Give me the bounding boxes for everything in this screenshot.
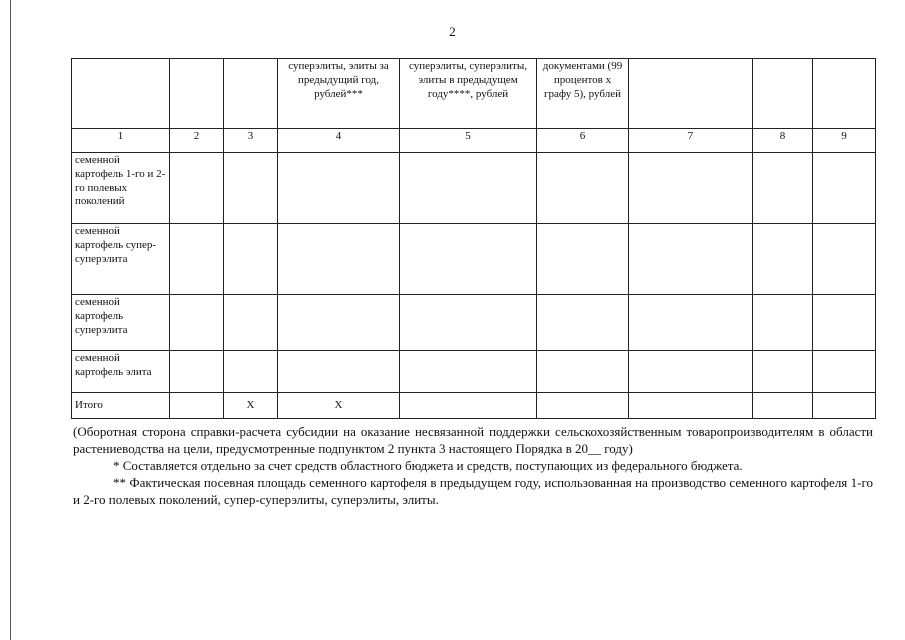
table-cell [537,351,629,393]
table-cell [753,153,813,224]
table-row [72,295,876,351]
column-number: 2 [170,129,224,153]
header-cell [629,59,753,129]
header-cell [813,59,876,129]
table-cell [629,295,753,351]
table-cell [224,224,278,295]
header-cell: суперэлиты, суперэлиты, элиты в предыдущем году****, рублей [400,59,537,129]
header-cell [753,59,813,129]
table-cell [813,295,876,351]
footnote: * Составляется отдельно за счет средств областного бюджета и средств, поступающих из федерального бюджета. [113,458,743,473]
page-number: 2 [449,24,456,39]
table-cell [170,351,224,393]
column-number-row [72,129,876,153]
footnote: ** Фактическая посевная площадь семенного картофеля в предыдущем году, использованная на производство семенного картофеля 1-го и 2-го полевых поколений, супер-суперэлиты, суперэлиты, элиты. [73,475,873,507]
header-row [72,59,876,129]
row-label: семенной картофель супер-суперэлита [72,224,170,295]
row-label: Итого [72,393,170,419]
table-cell [170,224,224,295]
table-cell [400,153,537,224]
table-cell [400,295,537,351]
column-number: 6 [537,129,629,153]
table-cell [813,393,876,419]
column-number: 8 [753,129,813,153]
table-cell [537,295,629,351]
column-number: 3 [224,129,278,153]
table-caption: (Оборотная сторона справки-расчета субсидии на оказание несвязанной поддержки сельскохозяйственным товаропроизводителям в области растениеводства на цели, предусмотренные подпунктом 2 пункта 3 настоящего Порядка в 20__ году) [73,424,873,456]
table-cell [629,393,753,419]
table-cell [629,224,753,295]
column-number: 7 [629,129,753,153]
table-cell [400,351,537,393]
table-row [72,153,876,224]
table-cell [537,224,629,295]
row-label: семенной картофель суперэлита [72,295,170,351]
table-cell [278,153,400,224]
table-cell [170,295,224,351]
header-cell [72,59,170,129]
row-label: семенной картофель 1-го и 2-го полевых поколений [72,153,170,224]
table-cell [224,351,278,393]
table-cell [400,224,537,295]
header-cell [224,59,278,129]
table-cell [537,153,629,224]
table-cell [224,295,278,351]
total-row [72,393,876,419]
subsidy-table [71,58,876,419]
column-number: 9 [813,129,876,153]
table-cell [813,351,876,393]
row-label: семенной картофель элита [72,351,170,393]
column-number: 5 [400,129,537,153]
table-cell [629,351,753,393]
header-cell: суперэлиты, элиты за предыдущий год, рублей*** [278,59,400,129]
page-left-border [10,0,11,640]
table-cell [753,295,813,351]
table-cell: X [278,393,400,419]
table-cell [224,153,278,224]
table-cell [629,153,753,224]
table-cell [278,224,400,295]
table-cell [170,393,224,419]
table-cell [813,224,876,295]
table-cell [400,393,537,419]
table-cell [278,351,400,393]
column-number: 1 [72,129,170,153]
column-number: 4 [278,129,400,153]
header-cell: документами (99 процентов х графу 5), рублей [537,59,629,129]
table-cell: X [224,393,278,419]
table-row [72,224,876,295]
table-cell [537,393,629,419]
table-cell [753,351,813,393]
table-cell [753,393,813,419]
table-cell [753,224,813,295]
notes-block [73,423,873,508]
table-cell [170,153,224,224]
table-cell [813,153,876,224]
table-cell [278,295,400,351]
header-cell [170,59,224,129]
table-row [72,351,876,393]
